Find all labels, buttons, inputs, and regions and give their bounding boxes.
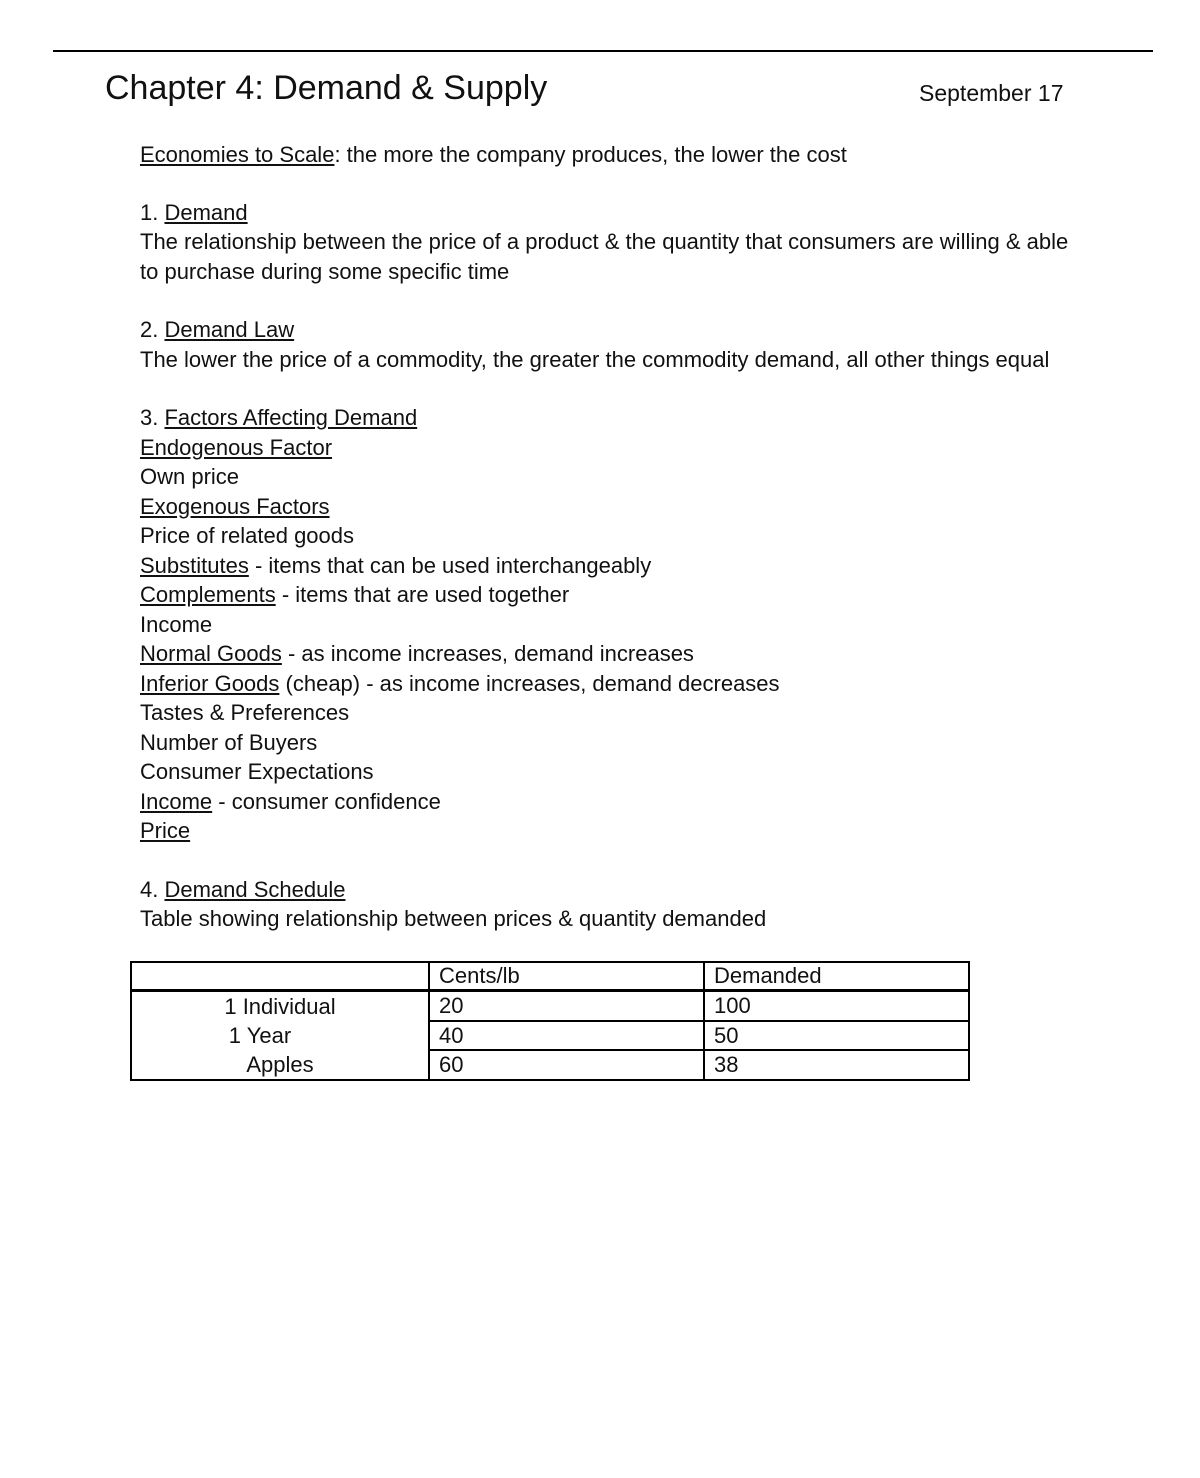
section-2-heading: [140, 315, 1075, 345]
inferior-goods-line: Inferior Goods (cheap) - as income increases, demand decreases: [140, 670, 780, 696]
related-goods: Price of related goods: [140, 523, 355, 548]
label-line: Apples: [246, 1052, 314, 1077]
label-line: 1 Individual: [224, 994, 336, 1019]
table-row: [131, 991, 969, 1021]
table-header-cell: [131, 962, 429, 991]
economies-definition: : the more the company produces, the lower the cost: [334, 142, 847, 167]
section-4-heading: [140, 875, 1075, 905]
section-title: Factors Affecting Demand: [164, 405, 418, 430]
page-title: Chapter 4: Demand & Supply: [105, 69, 548, 107]
income-confidence-line: Income - consumer confidence: [140, 788, 441, 814]
complements-term: Complements: [140, 582, 276, 607]
section-number: 1.: [140, 199, 165, 225]
section-title: Demand: [164, 199, 248, 225]
section-number: 2.: [140, 317, 165, 342]
economies-term: Economies to Scale: [140, 142, 335, 167]
tastes-preferences: Tastes & Preferences: [140, 700, 350, 725]
notes-body: [140, 140, 1075, 934]
exogenous-heading: Exogenous Factors: [140, 493, 330, 519]
table-cell: 50: [704, 1021, 969, 1051]
table-row-label: [131, 991, 429, 1081]
section-4-text: Table showing relationship between prices & quantity demanded: [140, 906, 767, 931]
table-header-cell: Demanded: [704, 962, 969, 991]
price-heading: Price: [140, 818, 191, 843]
complements-line: Complements - items that are used together: [140, 582, 570, 607]
income-label: Income: [140, 611, 213, 637]
table-cell: 60: [429, 1050, 704, 1080]
demand-schedule-table: [130, 961, 970, 1081]
section-title: Demand Law: [164, 317, 295, 342]
top-rule: [53, 50, 1153, 52]
consumer-expectations: Consumer Expectations: [140, 759, 374, 784]
economies-line: [140, 140, 1075, 170]
number-of-buyers: Number of Buyers: [140, 729, 318, 755]
table-header-cell: Cents/lb: [429, 962, 704, 991]
normal-goods-line: Normal Goods - as income increases, demand increases: [140, 641, 694, 666]
table-cell: 20: [429, 991, 704, 1021]
substitutes-line: Substitutes - items that can be used interchangeably: [140, 552, 652, 578]
section-1-text: The relationship between the price of a product & the quantity that consumers are willing & able to purchase during some specific time: [140, 229, 1069, 284]
income-term: Income: [140, 788, 213, 814]
substitutes-term: Substitutes: [140, 552, 249, 578]
table-cell: 40: [429, 1021, 704, 1051]
section-number: 3.: [140, 405, 165, 430]
section-2-text: The lower the price of a commodity, the greater the commodity demand, all other things equal: [140, 346, 1050, 372]
table-cell: 38: [704, 1050, 969, 1080]
own-price: Own price: [140, 464, 240, 489]
table-cell: 100: [704, 991, 969, 1021]
label-line: 1 Year: [228, 1023, 292, 1048]
endogenous-heading: Endogenous Factor: [140, 434, 333, 460]
page-date: September 17: [919, 80, 1064, 106]
section-number: 4.: [140, 876, 165, 902]
normal-goods-term: Normal Goods: [140, 641, 282, 666]
section-title: Demand Schedule: [164, 876, 346, 902]
inferior-goods-term: Inferior Goods: [140, 670, 280, 696]
section-1-heading: [140, 198, 1075, 228]
section-3-heading: [140, 403, 1075, 433]
table-header-row: [131, 962, 969, 991]
